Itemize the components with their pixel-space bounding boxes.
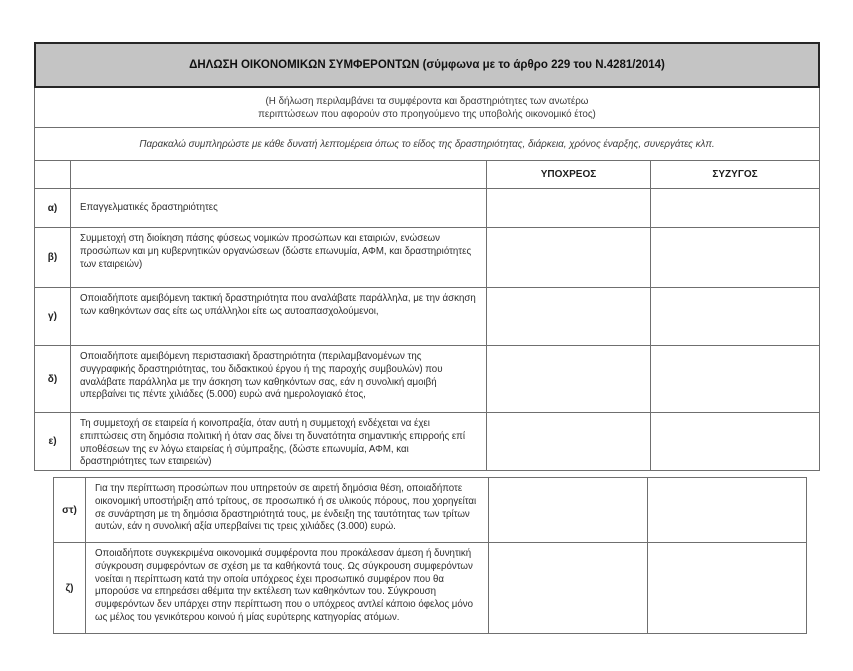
row-description: Οποιαδήποτε συγκεκριμένα οικονομικά συμφέροντα που προκάλεσαν άμεση ή δυνητική σύγκρουση συμφερόντων σε σχέση με τα καθήκοντά τους. Ως σύγκρουση συμφερόντων νοείται η περίπτωση κατά την οποία υπόχρεος έχει προσωπικό συμφέρον που θα μπορούσε να επηρεάσει αθέμιτα την εκτέλεση των καθηκόντων του. Σύγκρουση συμφερόντων δεν υπάρχει στην περίπτωση που ο υπόχρεος αντλεί κάποιο όφελος μόνο ως μέλος του γενικότερου κοινού ή μίας ευρύτερης κατηγορίας ατόμων.	[86, 543, 489, 633]
spouse-entry-cell	[648, 478, 806, 542]
document-title: ΔΗΛΩΣΗ ΟΙΚΟΝΟΜΙΚΩΝ ΣΥΜΦΕΡΟΝΤΩΝ (σύμφωνα με το άρθρο 229 του Ν.4281/2014)	[189, 59, 665, 71]
document-title-band	[34, 42, 820, 88]
declaration-table-main	[34, 42, 820, 471]
table-row-e	[34, 413, 820, 471]
row-letter: γ)	[35, 288, 71, 345]
row-letter: ζ)	[54, 543, 86, 633]
obligor-entry-cell	[487, 346, 651, 412]
obligor-entry-cell	[487, 413, 651, 470]
obligor-entry-cell	[489, 543, 648, 633]
spouse-entry-cell	[648, 543, 806, 633]
table-row-z	[53, 543, 807, 634]
declaration-table-continuation	[53, 477, 807, 634]
obligor-entry-cell	[487, 288, 651, 345]
column-header-row	[34, 161, 820, 189]
spouse-entry-cell	[651, 189, 819, 227]
row-description: Τη συμμετοχή σε εταιρεία ή κοινοπραξία, όταν αυτή η συμμετοχή ενδέχεται να έχει επιπτώσεις στη δημόσια πολιτική ή όταν σας δίνει τη δυνατότητα σημαντικής επιρροής επί υποθέσεων της εν λόγω εταιρείας ή σύμπραξης, (δώστε επωνυμία, ΑΦΜ, και δραστηριότητες των εταιρειών)	[71, 413, 487, 470]
spouse-entry-cell	[651, 228, 819, 287]
row-letter: ε)	[35, 413, 71, 470]
subtitle-line-2: περιπτώσεων που αφορούν στο προηγούμενο της υποβολής οικονομικό έτος)	[258, 108, 596, 120]
spouse-entry-cell	[651, 288, 819, 345]
row-description: Οποιαδήποτε αμειβόμενη περιστασιακή δραστηριότητα (περιλαμβανομένων της συγγραφικής δραστηριότητας, του διδακτικού έργου ή της παροχής συμβουλών) που αναλάβατε παράλληλα με την άσκηση των καθηκόντων σας, εάν η συνολική αμοιβή υπερβαίνει τις πέντε χιλιάδες (5.000) ευρώ ανά ημερολογιακό έτος,	[71, 346, 487, 412]
description-header-cell	[71, 161, 487, 188]
row-description: Για την περίπτωση προσώπων που υπηρετούν σε αιρετή δημόσια θέση, οποιαδήποτε οικονομική υποστήριξη από τρίτους, σε προσωπικό ή σε υλικούς πόρους, που χορηγείται σε συνάρτηση με τη δημόσια δραστηριότητά τους, με ένδειξη της ταυτότητας των τρίτων αυτών, εάν η συνολική αξία υπερβαίνει τις τρεις χιλιάδες (3.000) ευρώ.	[86, 478, 489, 542]
row-letter: στ)	[54, 478, 86, 542]
row-letter: β)	[35, 228, 71, 287]
row-letter: δ)	[35, 346, 71, 412]
row-letter: α)	[35, 189, 71, 227]
row-description: Επαγγελματικές δραστηριότητες	[71, 189, 487, 227]
table-row-b	[34, 228, 820, 288]
obligor-entry-cell	[489, 478, 648, 542]
obligor-entry-cell	[487, 189, 651, 227]
row-description: Συμμετοχή στη διοίκηση πάσης φύσεως νομικών προσώπων και εταιριών, ενώσεων προσώπων και μη κυβερνητικών οργανώσεων (δώστε επωνυμία, ΑΦΜ, και δραστηριότητες των εταιρειών)	[71, 228, 487, 287]
row-description: Οποιαδήποτε αμειβόμενη τακτική δραστηριότητα που αναλάβατε παράλληλα, με την άσκηση των καθηκόντων σας είτε ως υπάλληλοι είτε ως αυτοαπασχολούμενοι,	[71, 288, 487, 345]
table-row-d	[34, 346, 820, 413]
table-row-a	[34, 189, 820, 228]
instruction-text: Παρακαλώ συμπληρώστε με κάθε δυνατή λεπτομέρεια όπως το είδος της δραστηριότητας, διάρκεια, χρόνος έναρξης, συνεργάτες κλπ.	[139, 138, 715, 150]
table-row-c	[34, 288, 820, 346]
obligor-column-header: ΥΠΟΧΡΕΟΣ	[487, 161, 651, 188]
document-subtitle-band	[34, 88, 820, 128]
spouse-column-header: ΣΥΖΥΓΟΣ	[712, 169, 758, 180]
subtitle-line-1: (Η δήλωση περιλαμβάνει τα συμφέροντα και δραστηριότητες των ανωτέρω	[265, 95, 589, 107]
table-row-st	[53, 477, 807, 543]
letter-header-cell	[35, 161, 71, 188]
spouse-entry-cell	[651, 346, 819, 412]
instruction-band	[34, 128, 820, 161]
spouse-entry-cell	[651, 413, 819, 470]
obligor-entry-cell	[487, 228, 651, 287]
